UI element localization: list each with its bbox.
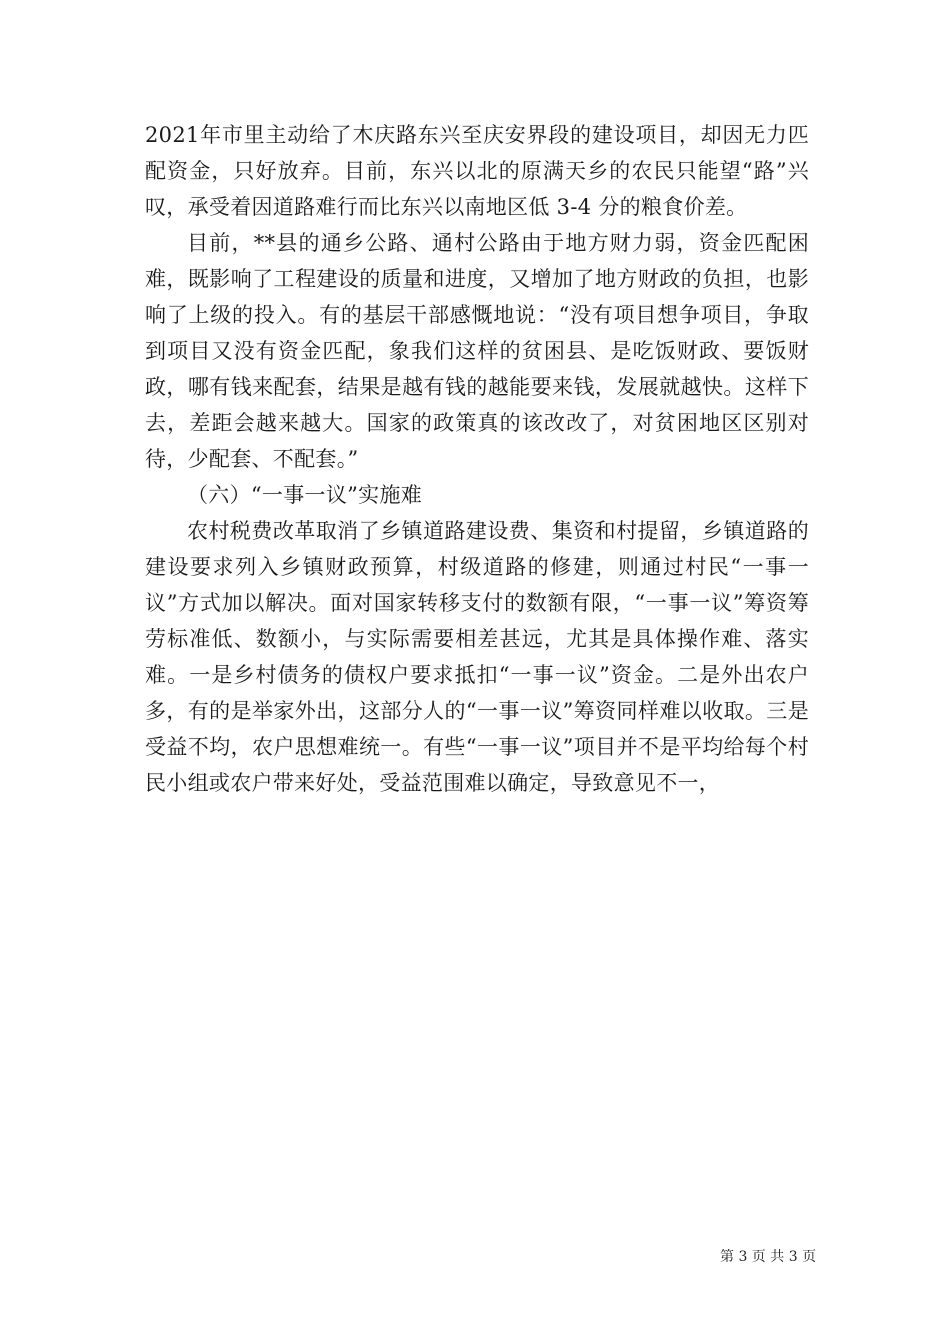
section-heading-six: （六）“一事一议”实施难: [187, 483, 423, 507]
paragraph-funding-difficulty: 目前，**县的通乡公路、通村公路由于地方财力弱，资金匹配困难，既影响了工程建设的质量和进度，又增加了地方财政的负担，也影响了上级的投入。有的基层干部感慨地说：“没有项目想争项目，争取到项目又没有资金匹配，象我们这样的贫困县、是吃饭财政、要饭财政，哪有钱来配套，结果是越有钱的越能要来钱，发展就越快。这样下去，差距会越来越大。国家的政策真的该改改了，对贫困地区区别对待，少配套、不配套。”: [145, 231, 809, 471]
page-number-footer: 第 3 页 共 3 页: [720, 1249, 817, 1265]
body-text: [145, 117, 809, 801]
paragraph-one-matter-one-discussion: 农村税费改革取消了乡镇道路建设费、集资和村提留，乡镇道路的建设要求列入乡镇财政预算，村级道路的修建，则通过村民“一事一议”方式加以解决。面对国家转移支付的数额有限，“一事一议”筹资筹劳标准低、数额小，与实际需要相差甚远，尤其是具体操作难、落实难。一是乡村债务的债权户要求抵扣“一事一议”资金。二是外出农户多，有的是举家外出，这部分人的“一事一议”筹资同样难以收取。三是受益不均，农户思想难统一。有些“一事一议”项目并不是平均给每个村民小组或农户带来好处，受益范围难以确定，导致意见不一，: [145, 519, 809, 795]
paragraph-continuation: 2021年市里主动给了木庆路东兴至庆安界段的建设项目，却因无力匹配资金，只好放弃。目前，东兴以北的原满天乡的农民只能望“路”兴叹，承受着因道路难行而比东兴以南地区低 3-4 分的粮食价差。: [145, 123, 809, 219]
